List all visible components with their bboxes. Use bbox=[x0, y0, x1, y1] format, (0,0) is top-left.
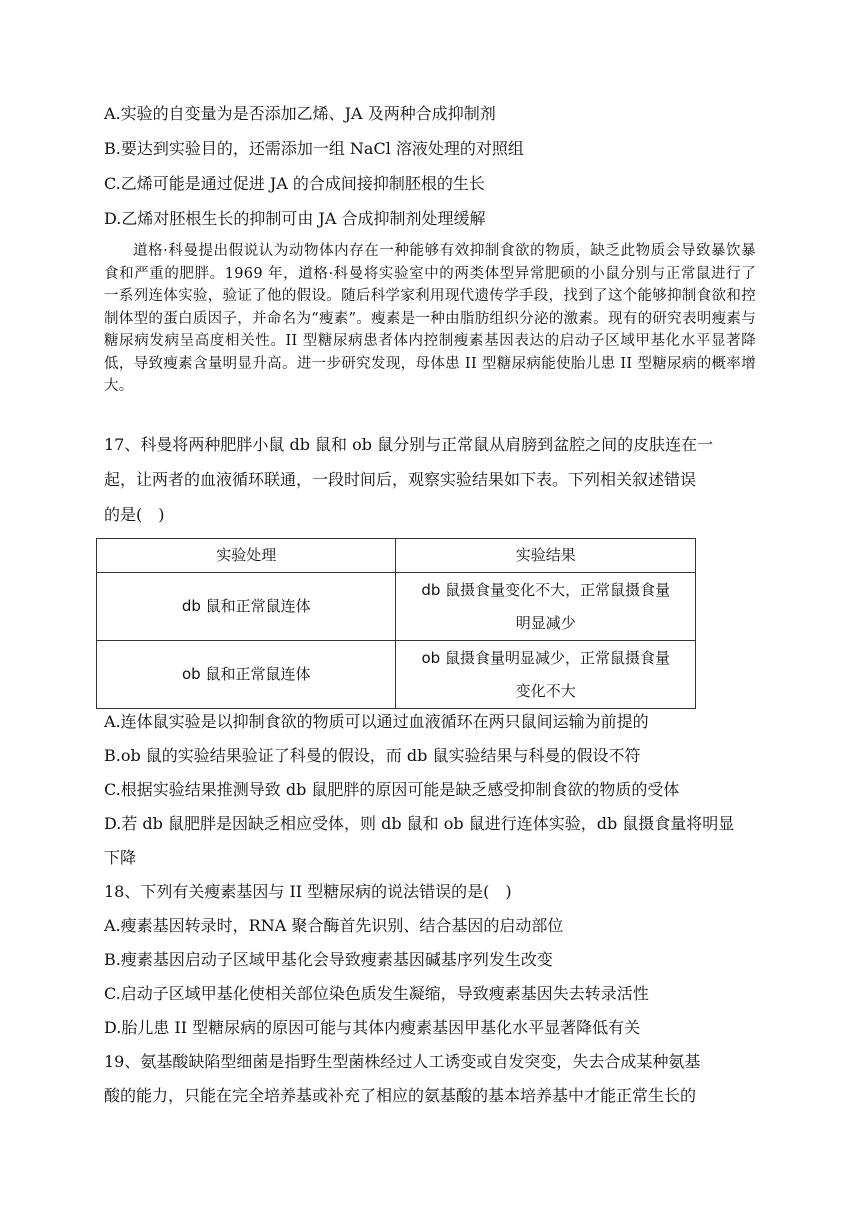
row2-result-line-1: ob 鼠摄食量明显减少，正常鼠摄食量 bbox=[421, 648, 670, 667]
q18-option-b: B.瘦素基因启动子区域甲基化会导致瘦素基因碱基序列发生改变 bbox=[104, 950, 553, 969]
table-header-row bbox=[97, 539, 696, 573]
experiment-table bbox=[96, 538, 696, 709]
q18-option-d: D.胎儿患 II 型糖尿病的原因可能与其体内瘦素基因甲基化水平显著降低有关 bbox=[104, 1018, 641, 1037]
table-row bbox=[97, 641, 696, 709]
header-treatment: 实验处理 bbox=[97, 539, 396, 573]
prev-option-b: B.要达到实验目的，还需添加一组 NaCl 溶液处理的对照组 bbox=[104, 139, 524, 158]
row2-result-line-2: 变化不大 bbox=[515, 681, 576, 700]
q17-option-b: B.ob 鼠的实验结果验证了科曼的假设，而 db 鼠实验结果与科曼的假设不符 bbox=[104, 746, 641, 765]
prev-option-d: D.乙烯对胚根生长的抑制可由 JA 合成抑制剂处理缓解 bbox=[104, 209, 486, 228]
prev-option-a: A.实验的自变量为是否添加乙烯、JA 及两种合成抑制剂 bbox=[104, 104, 496, 123]
table-row bbox=[97, 573, 696, 641]
q17-option-c: C.根据实验结果推测导致 db 鼠肥胖的原因可能是缺乏感受抑制食欲的物质的受体 bbox=[104, 780, 680, 799]
row1-result bbox=[396, 573, 696, 641]
row1-result-line-2: 明显减少 bbox=[515, 613, 576, 632]
row2-treatment: ob 鼠和正常鼠连体 bbox=[97, 641, 396, 709]
reading-passage bbox=[104, 240, 756, 398]
row2-result bbox=[396, 641, 696, 709]
q17-option-d: D.若 db 鼠肥胖是因缺乏相应受体，则 db 鼠和 ob 鼠进行连体实验，db 鼠摄食量将明显 bbox=[104, 814, 735, 833]
q17-stem-line-2: 起，让两者的血液循环联通，一段时间后，观察实验结果如下表。下列相关叙述错误 bbox=[104, 470, 697, 489]
row1-treatment: db 鼠和正常鼠连体 bbox=[97, 573, 396, 641]
q19-stem-line-2: 酸的能力，只能在完全培养基或补充了相应的氨基酸的基本培养基中才能正常生长的 bbox=[104, 1086, 697, 1105]
prev-option-c: C.乙烯可能是通过促进 JA 的合成间接抑制胚根的生长 bbox=[104, 174, 485, 193]
passage-text: 道格·科曼提出假说认为动物体内存在一种能够有效抑制食欲的物质，缺乏此物质会导致暴饮暴食和严重的肥胖。1969 年，道格·科曼将实验室中的两类体型异常肥硕的小鼠分别与正常鼠进行了一系列连体实验，验证了他的假设。随后科学家利用现代遗传学手段，找到了这个能够抑制食欲和控制体型的蛋白质因子，并命名为“瘦素”。瘦素是一种由脂肪组织分泌的激素。现有的研究表明瘦素与糖尿病发病呈高度相关性。II 型糖尿病患者体内控制瘦素基因表达的启动子区域甲基化水平显著降低，导致瘦素含量明显升高。进一步研究发现，母体患 II 型糖尿病能使胎儿患 II 型糖尿病的概率增大。 bbox=[104, 243, 756, 394]
row1-result-line-1: db 鼠摄食量变化不大，正常鼠摄食量 bbox=[421, 580, 671, 599]
q17-option-d-continued: 下降 bbox=[104, 848, 137, 867]
q18-stem: 18、下列有关瘦素基因与 II 型糖尿病的说法错误的是( ) bbox=[104, 882, 512, 901]
q17-stem-line-3: 的是( ) bbox=[104, 505, 165, 524]
q18-option-c: C.启动子区域甲基化使相关部位染色质发生凝缩，导致瘦素基因失去转录活性 bbox=[104, 984, 649, 1003]
q18-option-a: A.瘦素基因转录时，RNA 聚合酶首先识别、结合基因的启动部位 bbox=[104, 916, 564, 935]
q17-option-a: A.连体鼠实验是以抑制食欲的物质可以通过血液循环在两只鼠间运输为前提的 bbox=[104, 712, 649, 731]
q17-stem-line-1: 17、科曼将两种肥胖小鼠 db 鼠和 ob 鼠分别与正常鼠从肩膀到盆腔之间的皮肤连在一 bbox=[104, 435, 714, 454]
q19-stem-line-1: 19、氨基酸缺陷型细菌是指野生型菌株经过人工诱变或自发突变，失去合成某种氨基 bbox=[104, 1052, 701, 1071]
header-result: 实验结果 bbox=[396, 539, 696, 573]
